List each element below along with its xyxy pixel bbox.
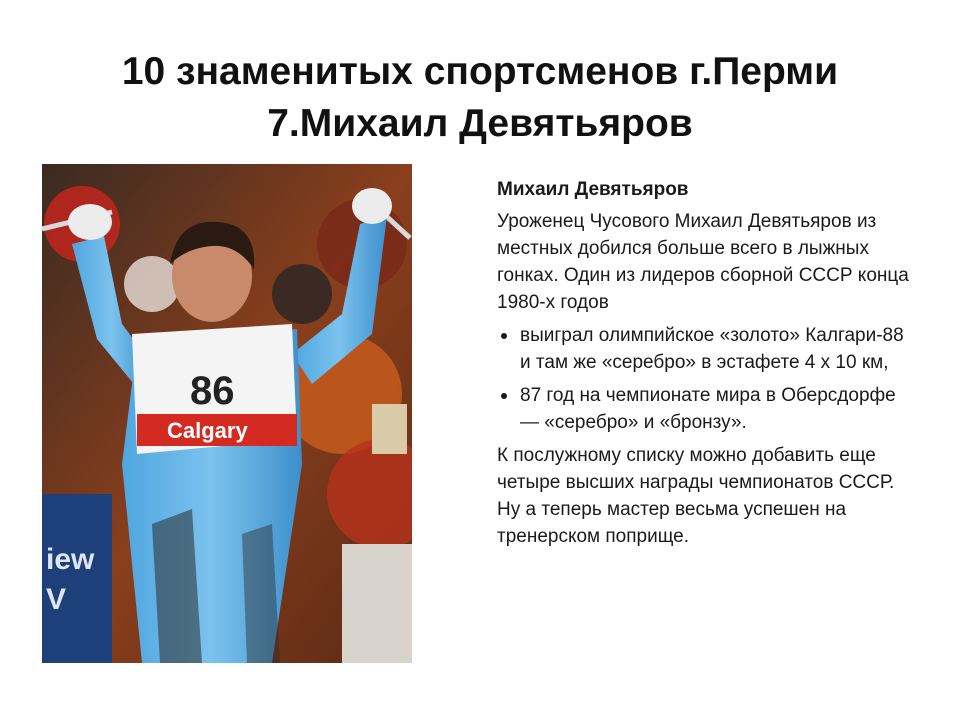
athlete-name-heading: Михаил Девятьяров bbox=[497, 179, 689, 200]
achievements-list bbox=[497, 322, 917, 436]
closing-paragraph: К послужному списку можно добавить еще четыре высших награды чемпионатов СССР. Ну а теперь мастер весьма успешен на тренерском поприще. bbox=[497, 445, 895, 547]
list-item-text: выиграл олимпийское «золото» Калгари-88 и там же «серебро» в эстафете 4 х 10 км, bbox=[520, 325, 904, 373]
svg-text:V: V bbox=[46, 583, 67, 616]
bullet-icon bbox=[501, 333, 507, 339]
biography-text bbox=[497, 176, 917, 556]
list-item-text: 87 год на чемпионате мира в Оберсдорфе — «серебро» и «бронзу». bbox=[520, 385, 896, 433]
athlete-photo bbox=[42, 164, 412, 663]
sign-text: iew bbox=[46, 543, 95, 576]
list-item bbox=[497, 382, 917, 436]
bullet-icon bbox=[501, 393, 507, 399]
title-line-2: 7.Михаил Девятьяров bbox=[267, 102, 693, 145]
bib-banner-text: Calgary bbox=[167, 418, 248, 443]
intro-paragraph: Уроженец Чусового Михаил Девятьяров из местных добился больше всего в лыжных гонках. Один из лидеров сборной СССР конца 1980-х годов bbox=[497, 211, 909, 313]
bib-number: 86 bbox=[190, 369, 235, 413]
list-item bbox=[497, 322, 917, 376]
athlete-illustration bbox=[42, 164, 412, 663]
title-line-1: 10 знаменитых спортсменов г.Перми bbox=[121, 50, 839, 93]
slide-title bbox=[40, 46, 920, 150]
